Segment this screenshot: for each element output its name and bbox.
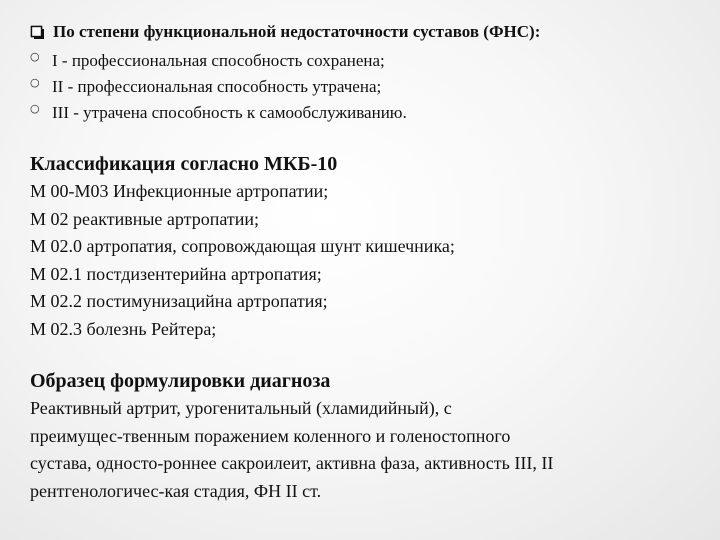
icd-section — [30, 150, 455, 343]
icd-title: Классификация согласно МКБ-10 — [30, 153, 338, 175]
fns-list — [30, 48, 407, 126]
list-item-text: II - профессиональная способность утрачена; — [52, 77, 382, 96]
icd-line: М 02.0 артропатия, сопровождающая шунт кишечника; — [30, 236, 455, 256]
diagnosis-example-line: преимущес-твенным поражением коленного и голеностопного — [30, 425, 511, 446]
hollow-circle-icon: ○ — [30, 50, 40, 63]
diagnosis-example-body — [30, 395, 680, 505]
icd-line: М 02.1 постдизентерийна артропатия; — [30, 263, 322, 284]
icd-line: М 02 реактивные артропатии; — [30, 208, 260, 229]
hollow-circle-icon: ○ — [30, 76, 40, 89]
icd-line: М 02.2 постимунизацийна артропатия; — [30, 291, 328, 311]
fns-heading-row — [30, 20, 540, 44]
icd-line: М 00-М03 Инфекционные артропатии; — [30, 181, 329, 201]
list-item — [30, 74, 407, 100]
icd-line: М 02.3 болезнь Рейтера; — [30, 318, 217, 339]
fns-heading: По степени функциональной недостаточности суставов (ФНС): — [53, 22, 541, 41]
hollow-circle-icon: ○ — [30, 102, 40, 115]
diagnosis-example-line: рентгенологичес-кая стадия, ФН II ст. — [30, 480, 322, 501]
diagnosis-example-line: Реактивный артрит, урогенитальный (хламидийный), с — [30, 398, 452, 418]
list-item-text: I - профессиональная способность сохранена; — [52, 51, 385, 70]
list-item — [30, 48, 407, 74]
list-item-text: III - утрачена способность к самообслуживанию. — [52, 103, 407, 122]
diagnosis-example-title: Образец формулировки диагноза — [30, 370, 331, 392]
diagnosis-example-section — [30, 367, 680, 505]
checkbox-square-icon — [30, 25, 44, 39]
diagnosis-example-line: сустава, односто-роннее сакроилеит, активна фаза, активность III, II — [30, 453, 554, 473]
list-item — [30, 100, 407, 126]
